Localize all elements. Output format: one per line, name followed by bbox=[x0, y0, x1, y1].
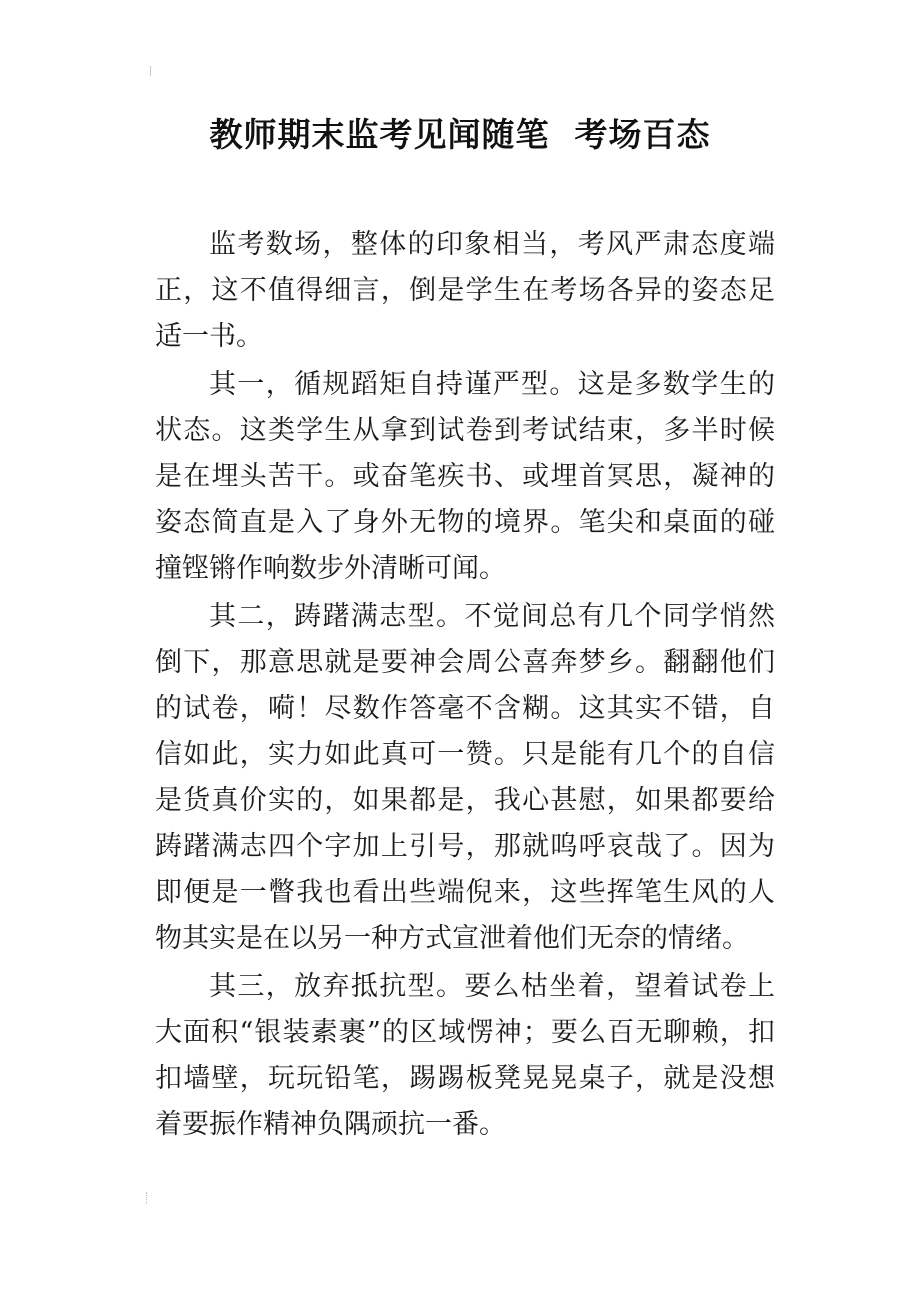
paragraph-4: 其三，放弃抵抗型。要么枯坐着，望着试卷上大面积“银装素裹”的区域愣神；要么百无聊赖，扣扣墙壁，玩玩铅笔，踢踢板凳晃晃桌子，就是没想着要振作精神负隅顽抗一番。 bbox=[155, 971, 775, 1140]
article-body bbox=[155, 222, 775, 1150]
page-title: 教师期末监考见闻随笔 考场百态 bbox=[209, 115, 711, 154]
paragraph-2: 其一，循规蹈矩自持谨严型。这是多数学生的状态。这类学生从拿到试卷到考试结束，多半时候是在埋头苦干。或奋笔疾书、或埋首冥思，凝神的姿态简直是入了身外无物的境界。笔尖和桌面的碰撞铿锵作响数步外清晰可闻。 bbox=[155, 369, 775, 584]
paragraph-3: 其二，踌躇满志型。不觉间总有几个同学悄然倒下，那意思就是要神会周公喜奔梦乡。翻翻他们的试卷，嗬！尽数作答毫不含糊。这其实不错，自信如此，实力如此真可一赞。只是能有几个的自信是货真价实的，如果都是，我心甚慰，如果都要给踌躇满志四个字加上引号，那就呜呼哀哉了。因为即便是一瞥我也看出些端倪来，这些挥笔生风的人物其实是在以另一种方式宣泄着他们无奈的情绪。 bbox=[155, 601, 775, 954]
crop-mark-top bbox=[150, 66, 154, 76]
crop-mark-bottom bbox=[146, 1192, 150, 1204]
paragraph-1: 监考数场，整体的印象相当，考风严肃态度端正，这不值得细言，倒是学生在考场各异的姿态足适一书。 bbox=[155, 229, 775, 352]
